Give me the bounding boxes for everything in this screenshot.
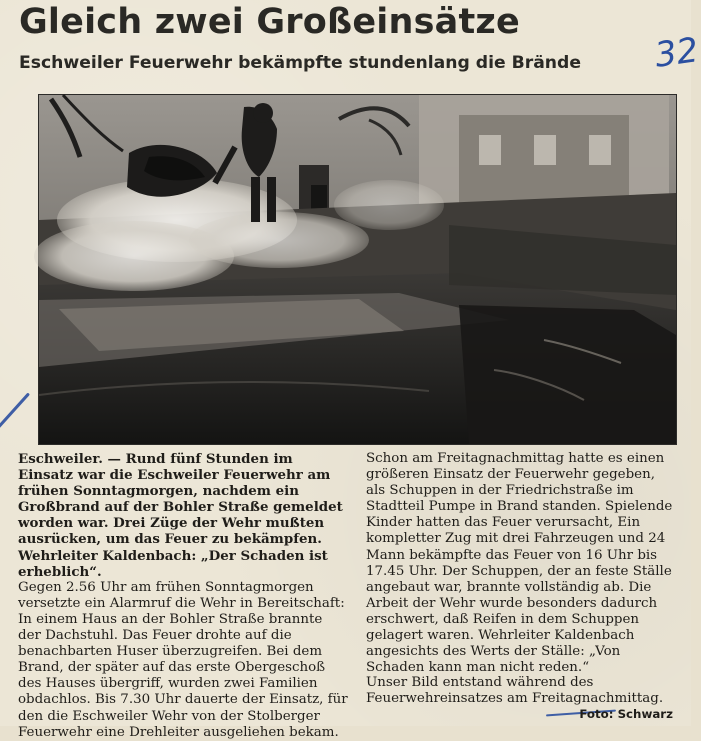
photo-credit: Foto: Schwarz: [579, 707, 673, 721]
left-column: [18, 451, 349, 741]
article-subheadline: Eschweiler Feuerwehr bekämpfte stundenlang die Brände: [19, 53, 582, 73]
article-headline: Gleich zwei Großeinsätze: [19, 2, 520, 42]
photo-caption: Unser Bild entstand während des Feuerwehreinsatzes am Freitagnachmittag.: [366, 675, 664, 707]
fire-scene-photo: [38, 94, 677, 445]
right-column: [366, 451, 673, 676]
right-body-paragraph: Schon am Freitagnachmittag hatte es einen größeren Einsatz der Feuerwehr gegeben, als Schuppen in der Friedrichstraße im Stadtteil Pumpe in Brand standen. Spielende Kinder hatten das Feuer verursacht, Ein kompletter Zug mit drei Fahrzeugen und 24 Mann bekämpfte das Feuer von 16 Uhr bis 17.45 Uhr. Der Schuppen, der an feste Ställe angebaut war, brannte vollständig ab. Die Arbeit der Wehr wurde besonders dadurch erschwert, daß Reifen in dem Schuppen gelagert waren. Wehrleiter Kaldenbach angesichts des Werts der Ställe: „Von Schaden kann man nicht reden.“: [366, 451, 673, 676]
lead-paragraph: Eschweiler. — Rund fünf Stunden im Einsatz war die Eschweiler Feuerwehr am frühen Sonntagmorgen, nachdem ein Großbrand auf der Bohler Straße gemeldet worden war. Drei Züge der Wehr mußten ausrücken, um das Feuer zu bekämpfen. Wehrleiter Kaldenbach: „Der Schaden ist erheblich“.: [18, 451, 343, 580]
left-body-paragraph: Gegen 2.56 Uhr am frühen Sonntagmorgen versetzte ein Alarmruf die Wehr in Bereitschaft: In einem Haus an der Bohler Straße brannte der Dachstuhl. Das Feuer drohte auf die benachbarten Huser überzugreifen. Bei dem Brand, der später auf das erste Obergeschoß des Hauses übergriff, wurden zwei Familien obdachlos. Bis 7.30 Uhr dauerte der Einsatz, für den die Eschweiler Wehr von der Stolberger Feuerwehr eine Drehleiter ausgeliehen bekam.: [18, 579, 348, 740]
article-body: [18, 451, 673, 740]
margin-mark-line: [0, 392, 30, 437]
handwritten-margin-note: 32: [652, 30, 701, 76]
photo-illustration: [39, 95, 676, 444]
